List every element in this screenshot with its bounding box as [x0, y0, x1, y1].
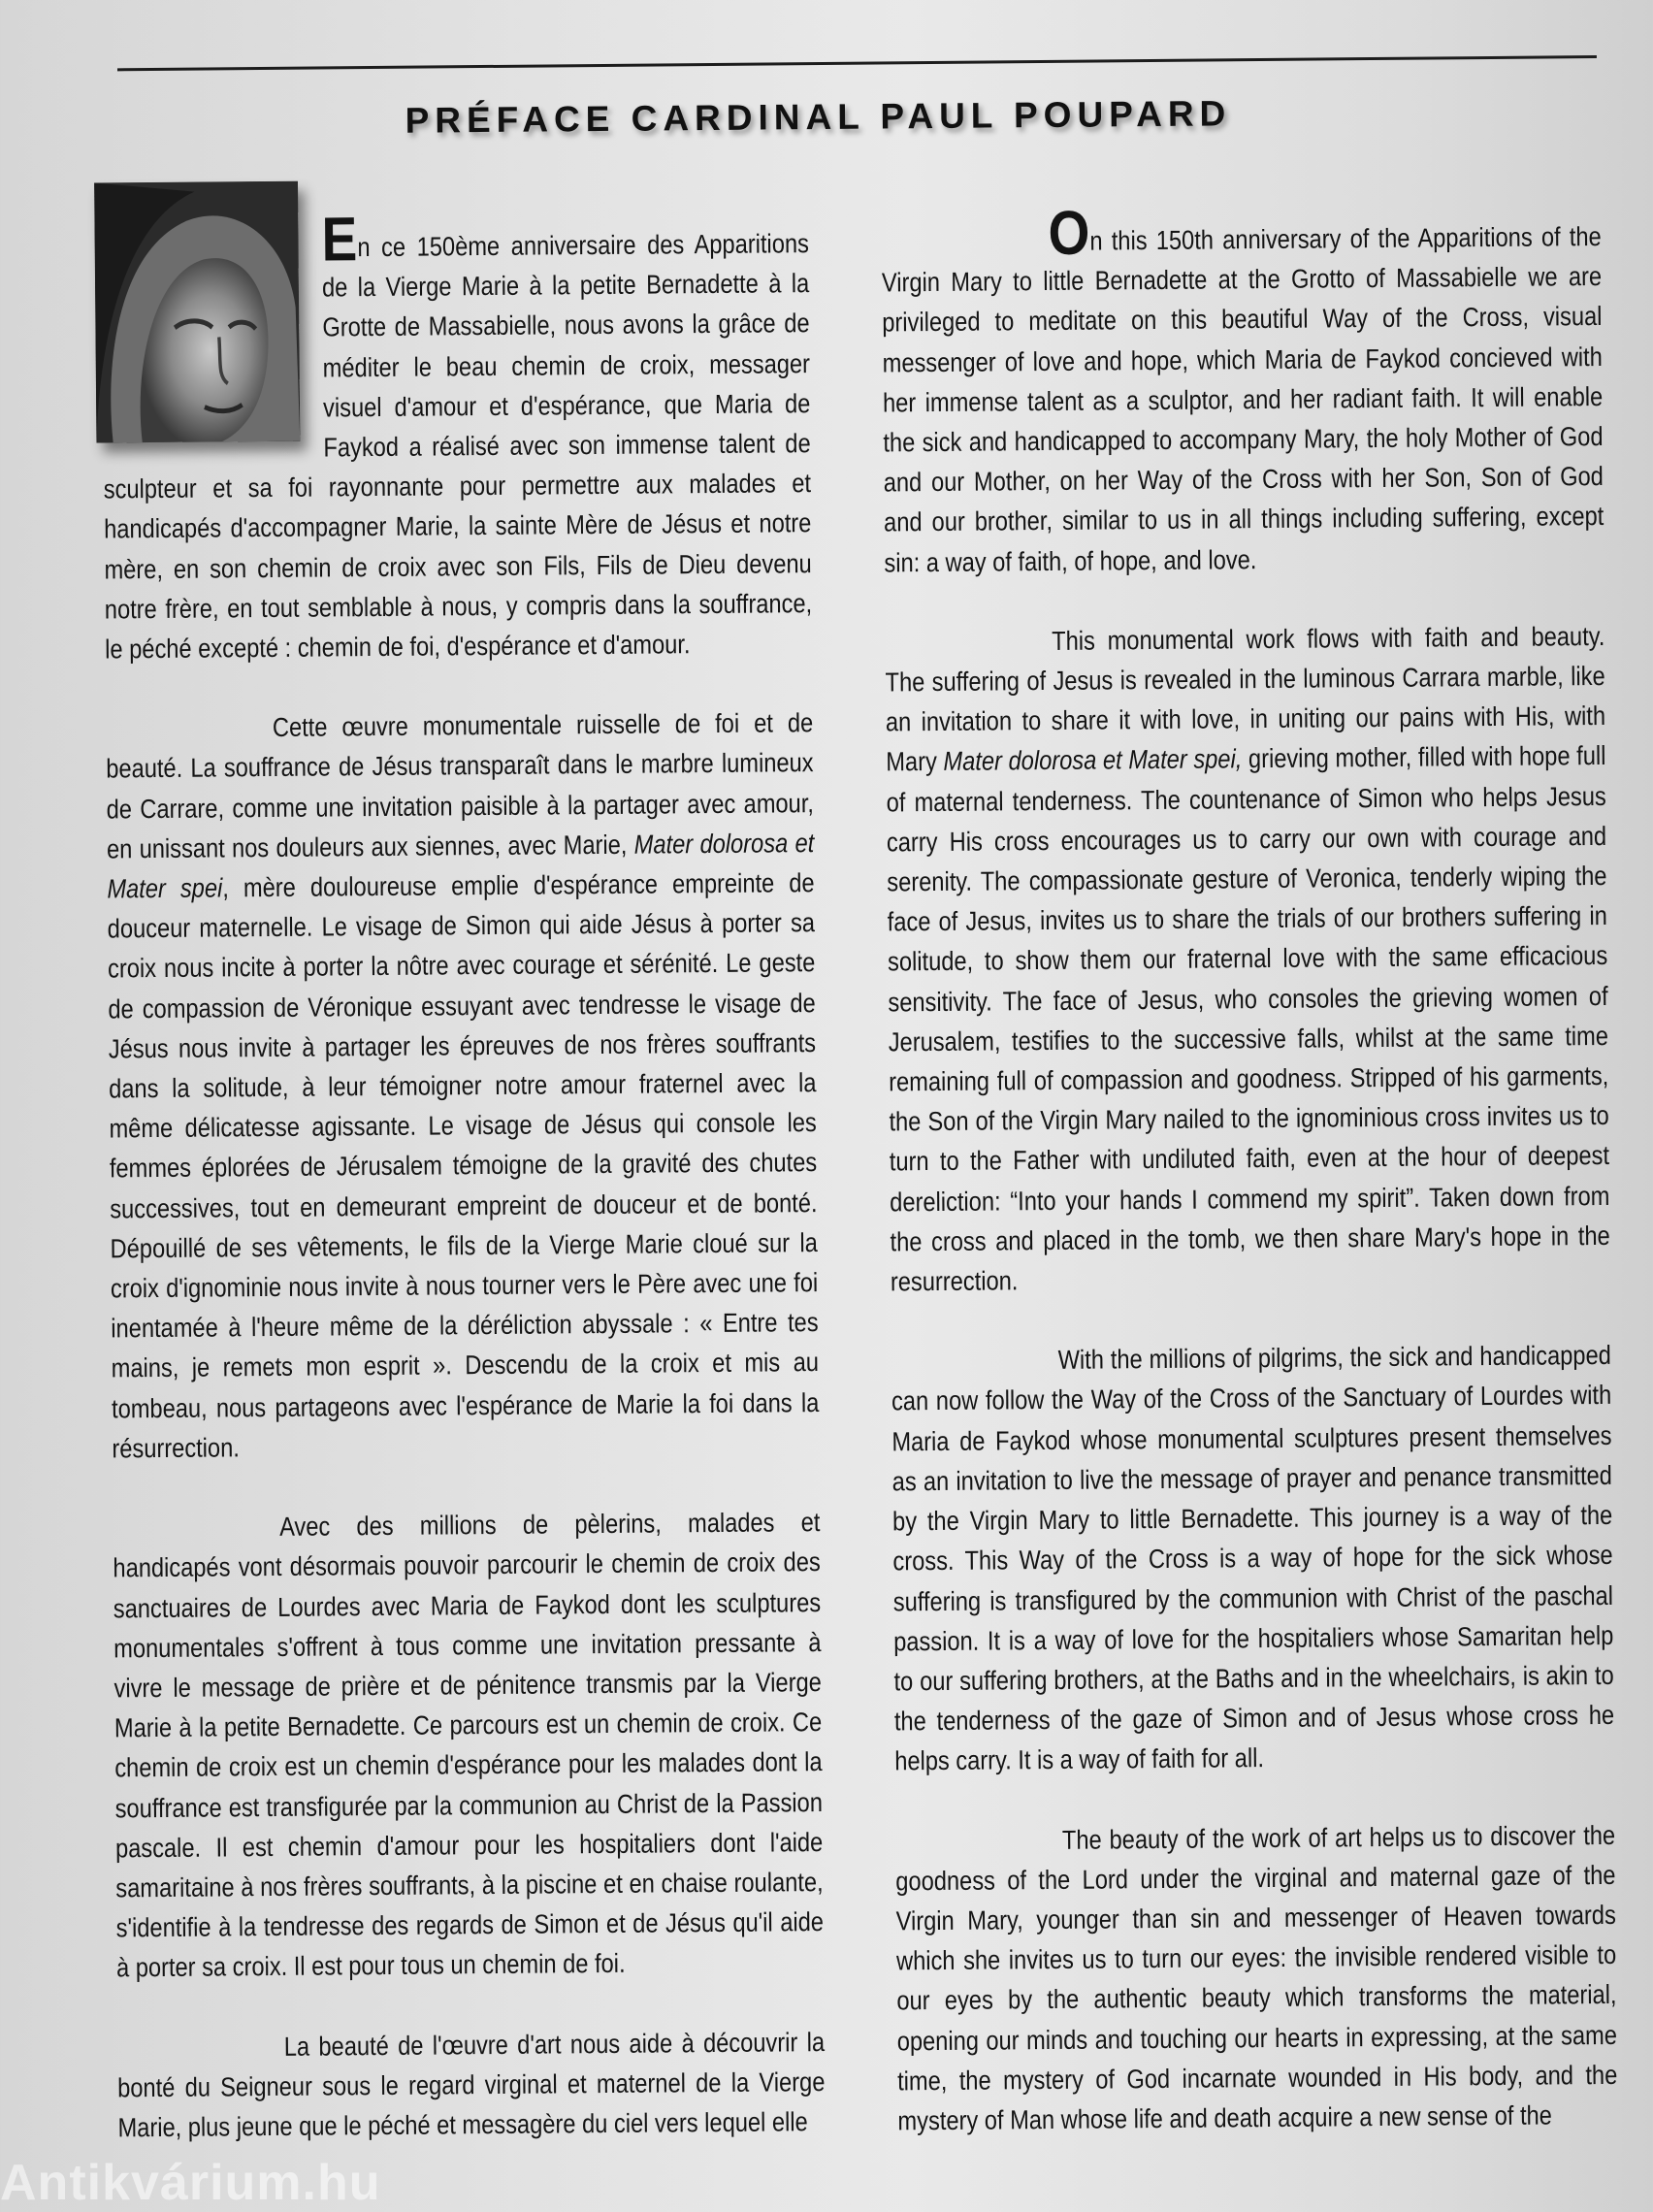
english-column — [881, 197, 1618, 2141]
french-dropcap: E — [321, 204, 358, 275]
page-title: PRÉFACE CARDINAL PAUL POUPARD — [405, 93, 1232, 141]
french-paragraph-2 — [106, 702, 820, 1468]
english-paragraph-4: The beauty of the work of art helps us to discover the goodness of the Lord under the virginal and maternal gaze of the Virgin Mary, younger than sin and messenger of Heaven towards which she invites us to turn our eyes: the invisible rendered visible to our eyes by the authentic beauty which transforms the material, opening our minds and touching our hearts in expressing, at the same time, the mystery of God incarnate wounded in His body, and the mystery of Man whose life and death acquire a new sense of the — [895, 1819, 1618, 2136]
english-p1-text: n this 150th anniversary of the Apparitions of the Virgin Mary to little Bernadette at the Grotto of Massabielle we are privileged to meditate on this beautiful Way of the Cross, visual messenger of love and hope, which Maria de Faykod concieved with her immense talent as a sculptor, and her radiant faith. It will enable the sick and handicapped to accompany Mary, the holy Mother of God and our Mother, on her Way of the Cross with her Son, Son of God and our brother, similar to us in all things including suffering, except sin: a way of faith, of hope, and love. — [881, 220, 1604, 578]
english-p2-text-a: This monumental work flows with faith and beauty. The suffering of Jesus is revealed in the luminous Carrara marble, like an invitation to share it with love, in uniting our pains with His, with Mary — [885, 620, 1606, 777]
english-p2-italic: Mater dolorosa et Mater spei, — [943, 743, 1243, 777]
english-paragraph-2 — [885, 616, 1610, 1302]
french-p2-italic: Mater dolorosa et Mater spei — [107, 827, 815, 904]
english-p2-text-b: grieving mother, filled with hope full of maternal tenderness. The countenance of Simon who helps Jesus carry His cross encourages us to carry our own with courage and serenity. The compassionate gesture of Veronica, tenderly wiping the face of Jesus, invites us to share the trials of our brothers suffering in solitude, to show them our fraternal love with the same efficacious sensitivity. The face of Jesus, who consoles the grieving women of Jerusalem, testifies to the successive falls, whilst at the same time remaining full of compassion and goodness. Stripped of his garments, the Son of the Virgin Mary nailed to the ignominious cross invites us to turn to the Father with undiluted faith, even at the hour of deepest dereliction: “Into your hands I commend my spirit”. Taken down from the cross and placed in the tomb, we then share Mary's hope in the resurrection. — [886, 740, 1610, 1297]
madonna-sculpture-image — [94, 181, 300, 443]
english-paragraph-1 — [881, 197, 1604, 582]
english-paragraph-3: With the millions of pilgrims, the sick and handicapped can now follow the Way of the Cross of the Sanctuary of Lourdes with Maria de Faykod whose monumental sculptures present themselves as an invitation to live the message of prayer and penance transmitted by the Virgin Mary to little Bernadette. This journey is a way of the cross. This Way of the Cross is a way of hope for the sick whose suffering is transfigured by the communion with Christ of the paschal passion. It is a way of love for the hospitaliers whose Samaritan help to our suffering brothers, at the Baths and in the wheelchairs, is akin to the tenderness of the gaze of Simon and of Jesus whose cross he helps carry. It is a way of faith for all. — [891, 1340, 1615, 1776]
watermark-logo: Antikvárium.hu — [0, 2155, 381, 2211]
french-column — [101, 204, 826, 2147]
french-p2-text-a: Cette œuvre monumentale ruisselle de foi et de beauté. La souffrance de Jésus transparaît dans le marbre lumineux de Carrare, comme une invitation paisible à la partager avec amour, en unissant nos douleurs aux siennes, avec Marie, — [106, 707, 815, 864]
madonna-face-icon — [94, 181, 300, 443]
english-dropcap: O — [1048, 197, 1090, 268]
french-paragraph-4: La beauté de l'œuvre d'art nous aide à découvrir la bonté du Seigneur sous le regard virginal et maternel de la Vierge Marie, plus jeune que le péché et messagère du ciel vers lequel elle — [117, 2026, 826, 2143]
french-paragraph-3: Avec des millions de pèlerins, malades et handicapés vont désormais pouvoir parcourir le chemin de croix des sanctuaires de Lourdes avec Maria de Faykod dont les sculptures monumentales s'offrent à tous comme une invitation pressante à vivre le message de prière et de pénitence transmis par la Vierge Marie à la petite Bernadette. Ce parcours est un chemin de croix. Ce chemin de croix est un chemin d'espérance pour les malades dont la souffrance est transfigurée par la communion au Christ de la Passion pascale. Il est chemin d'amour pour les hospitaliers dont l'aide samaritaine à nos frères souffrants, à la piscine et en chaise roulante, s'identifie à la tendresse des regards de Simon et de Jésus qu'il aide à porter sa croix. Il est pour tous un chemin de foi. — [113, 1507, 825, 1983]
french-p2-text-b: , mère douloureuse emplie d'espérance empreinte de douceur maternelle. Le visage de Simon qui aide Jésus à porter sa croix nous incite à porter la nôtre avec courage et sérénité. Le geste de compassion de Véronique essuyant avec tendresse le visage de Jésus nous invite à partager les épreuves de nos frères souffrants dans la solitude, à leur témoigner notre amour fraternel avec la même délicatesse agissante. Le visage de Jésus qui console les femmes éplorées de Jérusalem témoigne de la gravité des chutes successives, tout en demeurant empreint de douceur et de bonté. Dépouillé de ses vêtements, le fils de la Vierge Marie cloué sur la croix d'ignominie nous invite à nous tourner vers le Père avec une foi inentamée à l'heure même de la déréliction abyssale : « Entre tes mains, je remets mon esprit ». Descendu de la croix et mis au tombeau, nous partageons avec l'espérance de Marie la foi dans la résurrection. — [107, 867, 820, 1464]
french-paragraph-1 — [101, 204, 813, 669]
top-rule — [117, 55, 1597, 71]
french-p1-text: n ce 150ème anniversaire des Apparitions de la Vierge Marie à la petite Bernadette à la Grotte de Massabielle, nous avons la grâce de méditer le beau chemin de croix, messager visuel d'amour et d'espérance, que Maria de Faykod a réalisé avec son immense talent de sculpteur et sa foi rayonnante pour permettre aux malades et handicapés d'accompagner Marie, la sainte Mère de Jésus et notre mère, en son chemin de croix avec son Fils, Fils de Dieu devenu notre frère, en tout semblable à nous, y compris dans la souffrance, le péché excepté : chemin de foi, d'espérance et d'amour. — [103, 228, 813, 665]
